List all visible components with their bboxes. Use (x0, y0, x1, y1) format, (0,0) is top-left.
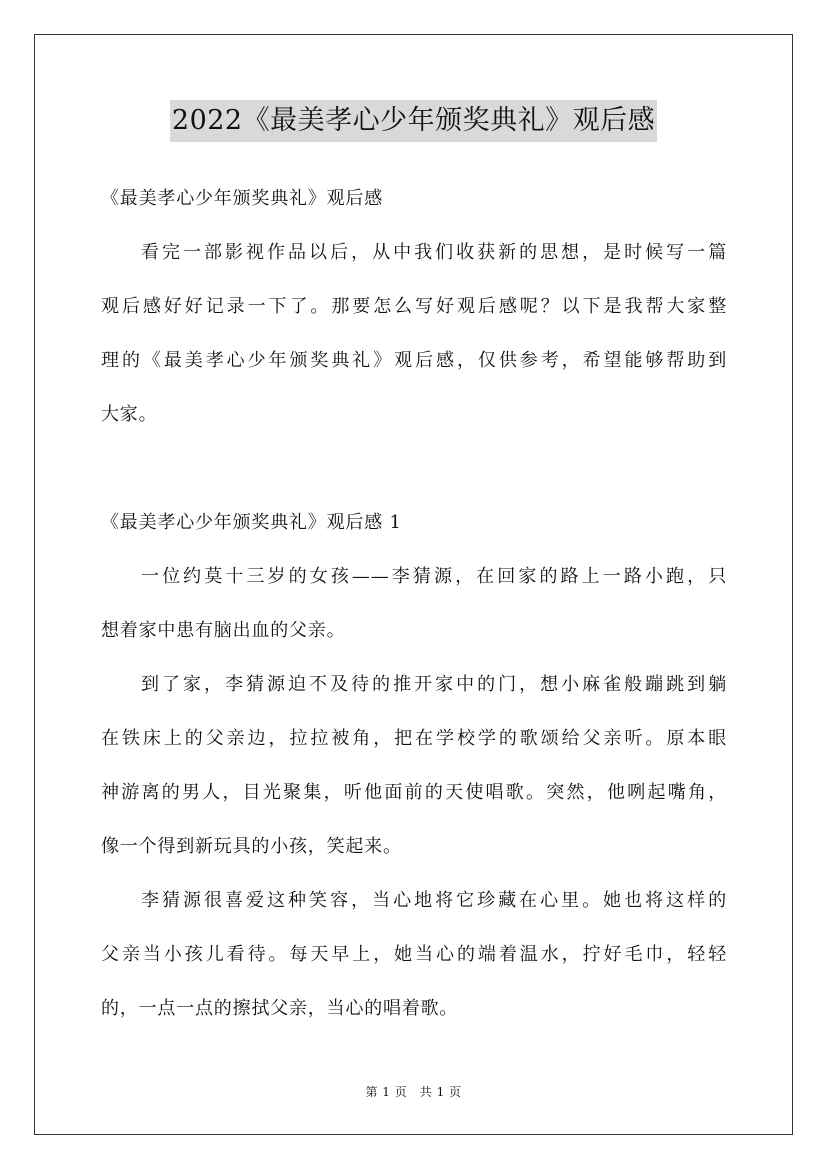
intro-line: 理的《最美孝心少年颁奖典礼》观后感，仅供参考，希望能够帮助到 (101, 350, 727, 371)
paragraph-line: 父亲当小孩儿看待。每天早上，她当心的端着温水，拧好毛巾，轻轻 (101, 944, 727, 965)
page-footer: 第 1 页 共 1 页 (365, 1085, 462, 1099)
paragraph-line: 李猜源很喜爱这种笑容，当心地将它珍藏在心里。她也将这样的 (141, 890, 727, 911)
paragraph-line: 在铁床上的父亲边，拉拉被角，把在学校学的歌颂给父亲听。原本眼 (101, 728, 727, 749)
paragraph-line: 神游离的男人，目光聚集，听他面前的天使唱歌。突然，他咧起嘴角， (101, 782, 727, 803)
document-subtitle: 《最美孝心少年颁奖典礼》观后感 (101, 188, 383, 209)
intro-line: 观后感好好记录一下了。那要怎么写好观后感呢？以下是我帮大家整 (101, 296, 727, 317)
paragraph-line: 的，一点一点的擦拭父亲，当心的唱着歌。 (101, 998, 459, 1019)
paragraph-line: 想着家中患有脑出血的父亲。 (101, 620, 346, 641)
blank-line (101, 442, 727, 496)
paragraph-line: 到了家，李猜源迫不及待的推开家中的门，想小麻雀般蹦跳到躺 (141, 674, 727, 695)
paragraph-line: 像一个得到新玩具的小孩，笑起来。 (101, 836, 402, 857)
section-heading: 《最美孝心少年颁奖典礼》观后感 1 (101, 512, 402, 533)
document-title: 2022《最美孝心少年颁奖典礼》观后感 (170, 100, 657, 142)
paragraph-line: 一位约莫十三岁的女孩——李猜源，在回家的路上一路小跑，只 (141, 566, 727, 587)
title-container (0, 100, 827, 142)
intro-line: 大家。 (101, 404, 158, 425)
intro-line: 看完一部影视作品以后，从中我们收获新的思想，是时候写一篇 (141, 242, 727, 263)
document-body (101, 172, 727, 1036)
